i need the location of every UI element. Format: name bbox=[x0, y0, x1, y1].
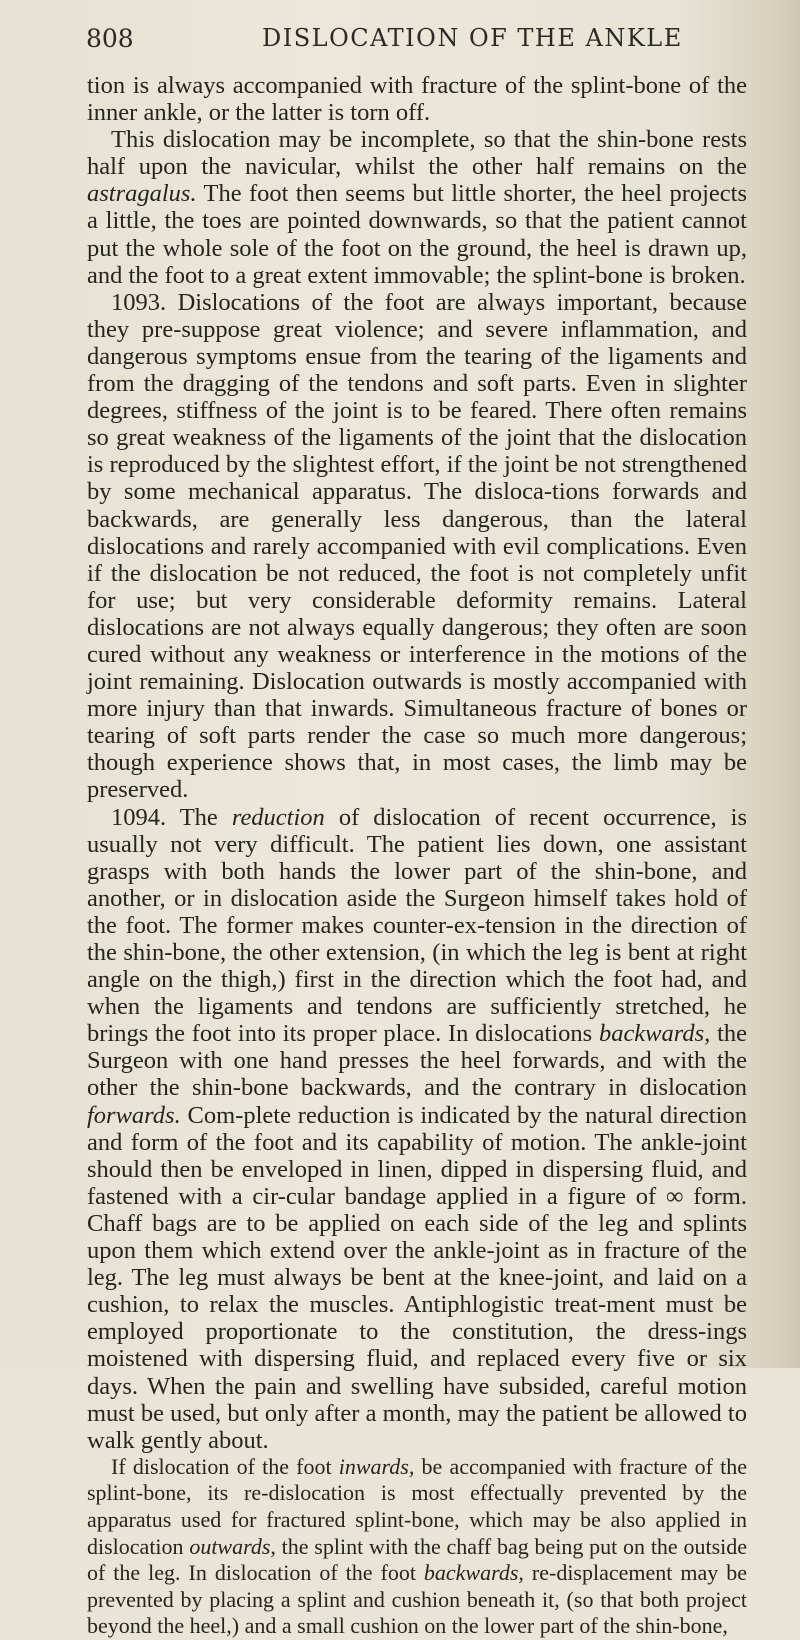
page-number: 808 bbox=[86, 24, 134, 53]
paragraph-text: be accompanied with fracture of the splint-bone, its re-dislocation is most effectually prevented by the apparatus used for fractured splint-bone, which may be also applied in dislocation bbox=[87, 1453, 747, 1559]
body-text bbox=[87, 72, 747, 1640]
emphasis-text: backwards, bbox=[423, 1560, 524, 1586]
running-head: DISLOCATION OF THE ANKLE bbox=[262, 24, 683, 52]
emphasis-text: inwards, bbox=[338, 1453, 415, 1479]
emphasis-text: forwards. bbox=[87, 1101, 181, 1129]
paragraph-text: the splint with the chaff bag being put on the outside of the leg. In dislocation of the foot bbox=[87, 1533, 748, 1586]
paragraph-text: re-displacement may be prevented by placing a splint and cushion beneath it, (so that both project beyond the heel,) and a small cushion on the lower part of the shin-bone, bbox=[87, 1560, 747, 1639]
paragraph-text: Com-plete reduction is indicated by the natural direction and form of the foot and its capability of motion. The ankle-joint should then be enveloped in linen, dipped in dispersing fluid, and fastened with a cir-cular bandage applied in a figure of ∞ form. Chaff bags are to be applied on each side of the leg and splints upon them which extend over the ankle-joint as in fracture of the leg. The leg must always be bent at the knee-joint, and laid on a cushion, to relax the muscles. Antiphlogistic treat-ment must be employed proportionate to the constitution, the dress-ings moistened with dispersing fluid, and replaced every five or six days. When the pain and swelling have subsided, careful motion must be used, but only after a month, may the patient be allowed to walk gently about. bbox=[87, 1101, 747, 1454]
paragraph-text: 1094. The bbox=[111, 803, 232, 831]
paragraph-text: the Surgeon with one hand presses the heel forwards, and with the other the shin-bone backwards, and the contrary in dislocation bbox=[87, 1020, 748, 1102]
emphasis-text: reduction bbox=[231, 803, 325, 831]
paragraph-text: This dislocation may be incomplete, so that the shin-bone rests half upon the navicular, whilst the other half remains on the bbox=[87, 126, 747, 181]
emphasis-text: backwards, bbox=[598, 1020, 711, 1048]
paragraph-text: The foot then seems but little shorter, the heel projects a little, the toes are pointed downwards, so that the patient cannot put the whole sole of the foot on the ground, the heel is drawn up, and the foot to a great extent immovable; the splint-bone is broken. bbox=[87, 180, 747, 289]
paragraph-fracture-note bbox=[87, 1454, 747, 1640]
paragraph-text: 1093. Dislocations of the foot are always important, because they pre-suppose great violence; and severe inflammation, and dangerous symptoms ensue from the tearing of the ligaments and from the dragging of the tendons and soft parts. Even in slighter degrees, stiffness of the joint is to be feared. There often remains so great weakness of the ligaments of the joint that the dislocation is reproduced by the slightest effort, if the joint be not strengthened by some mechanical apparatus. The disloca-tions forwards and backwards, are generally less dangerous, than the lateral dislocations and rarely accompanied with evil complications. Even if the dislocation be not reduced, the foot is not completely unfit for use; but very considerable deformity remains. Lateral dislocations are not always equally dangerous; they often are soon cured without any weakness or interference in the motions of the joint remaining. Dislocation outwards is mostly accompanied with more injury than that inwards. Simultaneous fracture of bones or tearing of soft parts render the case so much more dangerous; though experience shows that, in most cases, the limb may be preserved. bbox=[87, 288, 747, 804]
paragraph-continuation bbox=[87, 72, 747, 126]
emphasis-text: astragalus. bbox=[87, 180, 197, 208]
paragraph-1093 bbox=[87, 289, 747, 804]
paragraph-1094 bbox=[87, 804, 747, 1454]
paragraph-text: If dislocation of the foot bbox=[111, 1453, 339, 1479]
paragraph-text: of dislocation of recent occurrence, is usually not very difficult. The patient lies down, one assistant grasps with both hands the lower part of the shin-bone, and another, or in dislocation aside the Surgeon himself takes hold of the foot. The former makes counter-ex-tension in the direction of the shin-bone, the other extension, (in which the leg is bent at right angle on the thigh,) first in the direction which the foot had, and when the ligaments and tendons are sufficiently stretched, he brings the foot into its proper place. In dislocations bbox=[87, 803, 747, 1048]
page-header bbox=[86, 18, 750, 58]
emphasis-text: outwards, bbox=[189, 1533, 276, 1559]
paragraph-incomplete-dislocation bbox=[87, 126, 747, 289]
paragraph-text: tion is always accompanied with fracture of the splint-bone of the inner ankle, or the latter is torn off. bbox=[87, 72, 747, 127]
